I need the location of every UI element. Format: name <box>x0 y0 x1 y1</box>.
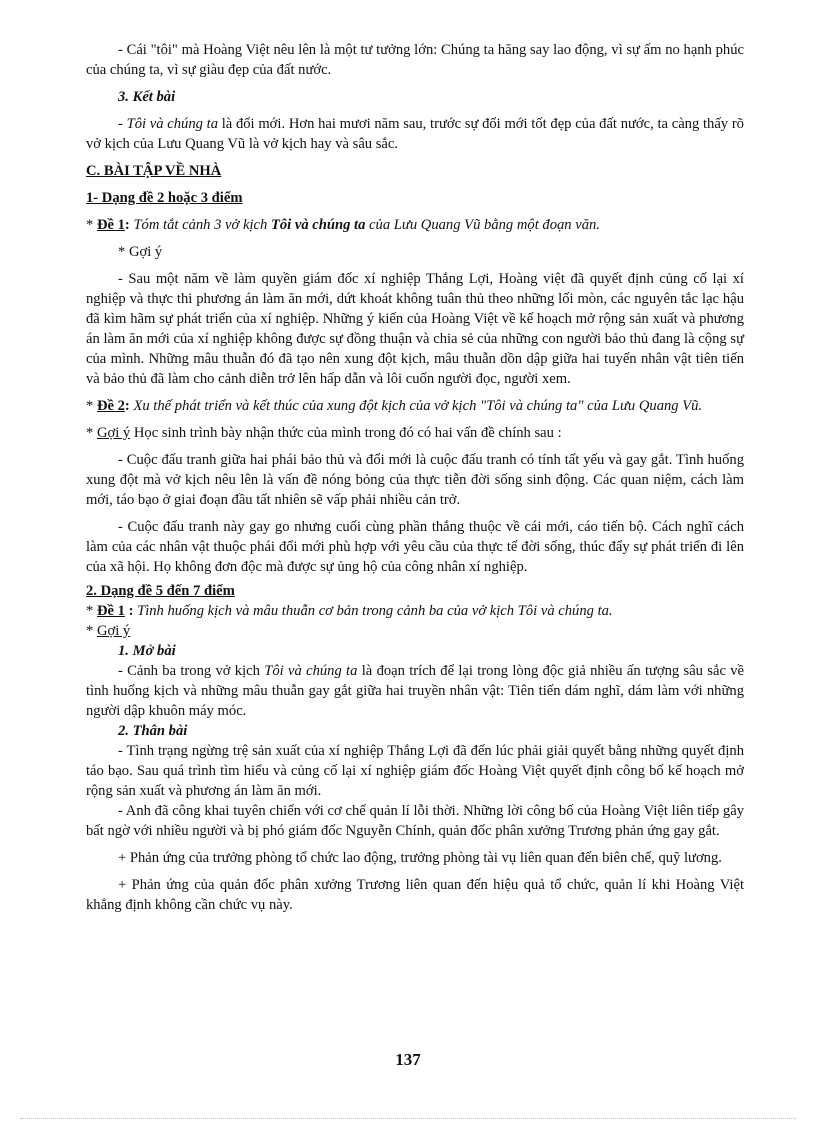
heading-ket-bai: 3. Kết bài <box>118 89 176 105</box>
exercise-label: Đề 1 <box>96 603 125 619</box>
paragraph: - Tình trạng ngừng trệ sản xuất của xí nghiệp Thắng Lợi đã đến lúc phải giải quyết bằng những quyết định táo bạo. Sau quá trình tìm hiểu và củng cố lại xí nghiệp giám đốc Hoàng Việt quyết định công bố kế hoạch mở rộng sản xuất và phương án làm ăn mới. <box>86 743 744 799</box>
exercise-text: Tóm tắt cảnh 3 vở kịch <box>133 217 271 233</box>
work-title: Tôi và chúng ta <box>126 116 218 132</box>
hint-label: * Gợi ý <box>118 244 163 260</box>
hint-label: Gợi ý <box>96 425 131 441</box>
exercise-de-1b <box>86 601 744 621</box>
exercise-de-2 <box>86 396 744 416</box>
subsection-heading-1: 1- Dạng đề 2 hoặc 3 điểm <box>86 190 243 206</box>
exercise-label: Đề 1 <box>96 217 125 233</box>
heading-than-bai: 2. Thân bài <box>118 723 188 739</box>
section-heading-c: C. BÀI TẬP VỀ NHÀ <box>86 163 222 179</box>
paragraph: - Cuộc đấu tranh này gay go nhưng cuối cùng phần thắng thuộc về cái mới, cáo tiến bộ. Cách nghĩ cách làm của các nhân vật thuộc phái đổi mới phù hợp với yêu cầu của thực tế đời sống, thúc đẩy sự phát triển đi lên của xã hội. Họ không đơn độc mà được sự ủng hộ của công nhân xí nghiệp. <box>86 519 744 575</box>
work-title: Tôi và chúng ta <box>264 663 358 679</box>
text: - Cảnh ba trong vở kịch <box>118 663 265 679</box>
hint-label: Gợi ý <box>96 623 131 639</box>
paragraph: - Cuộc đấu tranh giữa hai phái bảo thủ và đổi mới là cuộc đấu tranh có tính tất yếu và gay gắt. Tình huống xung đột mà vở kịch nêu lên là vấn đề nóng bỏng của thực tiễn đời sống sinh động. Các quan niệm, cách làm mới, táo bạo ở giai đoạn đầu tất nhiên sẽ vấp phải nhiều cản trở. <box>86 452 744 508</box>
text: là đổi mới. Hơn hai mươi năm sau, trước sự đổi mới tốt đẹp của đất nước, ta càng thấy rõ vở kịch của Lưu Quang Vũ là vở kịch hay và sâu sắc. <box>86 116 744 152</box>
hint-heading <box>86 242 744 262</box>
text: - <box>118 116 127 132</box>
hint-line <box>86 423 744 443</box>
bullet: * <box>86 217 97 233</box>
bullet: * <box>86 425 97 441</box>
paragraph: + Phản ứng của quản đốc phân xưởng Trương liên quan đến hiệu quả tổ chức, quản lí khi Hoàng Việt khẳng định không cần chức vụ này. <box>86 877 744 913</box>
exercise-de-1 <box>86 215 744 235</box>
exercise-text: của Lưu Quang Vũ bằng một đoạn văn. <box>365 217 600 233</box>
paragraph <box>86 114 744 154</box>
exercise-text: Xu thế phát triển và kết thúc của xung đột kịch của vở kịch "Tôi và chúng ta" của Lưu Quang Vũ. <box>133 398 703 414</box>
paragraph <box>86 661 744 721</box>
colon: : <box>124 398 134 414</box>
text: là đoạn trích để lại trong lòng độc giả nhiều ấn tượng sâu sắc về tình huống kịch và những mâu thuẫn gay gắt giữa hai truyền nhân vật: Tiên tiến dám nghĩ, dám làm với những người dập khuôn máy móc. <box>86 663 745 719</box>
exercise-text: Tình huống kịch và mâu thuẫn cơ bản trong cảnh ba của vở kịch Tôi và chúng ta. <box>137 603 613 619</box>
exercise-label: Đề 2 <box>96 398 125 414</box>
hint-heading <box>86 621 744 641</box>
hint-text: Học sinh trình bày nhận thức của mình trong đó có hai vấn đề chính sau : <box>130 425 562 441</box>
work-title: Tôi và chúng ta <box>270 217 366 233</box>
page-edge-divider <box>20 1118 796 1119</box>
heading-mo-bai: 1. Mở bài <box>118 643 176 659</box>
colon: : <box>124 603 138 619</box>
colon: : <box>124 217 134 233</box>
page-number: 137 <box>395 1050 421 1069</box>
paragraph: - Sau một năm về làm quyền giám đốc xí nghiệp Thắng Lợi, Hoàng việt đã quyết định củng cố lại xí nghiệp và thực thi phương án làm ăn mới, dứt khoát không tuân thủ theo những lối mòn, các nguyên tắc lạc hậu đã kìm hãm sự phát triển của xí nghiệp. Những ý kiến của Hoàng Việt về kế hoạch mở rộng sản xuất và phương án làm ăn mới của xí nghiệp không được sự đồng thuận và chia sẻ của những con người bảo thủ đang là cộng sự của mình. Những mâu thuẫn đó đã tạo nên xung đột kịch, mâu thuẫn dồn dập giữa hai tuyến nhân vật tiên tiến và bảo thủ đã làm cho cảnh diễn trở lên hấp dẫn và lôi cuốn người đọc, người xem. <box>86 271 744 387</box>
subsection-heading-2: 2. Dạng đề 5 đến 7 điểm <box>86 583 235 599</box>
document-body <box>86 40 744 915</box>
paragraph: - Cái "tôi" mà Hoàng Việt nêu lên là một tư tưởng lớn: Chúng ta hăng say lao động, vì sự ấm no hạnh phúc của chúng ta, vì sự giàu đẹp của đất nước. <box>86 42 744 78</box>
bullet: * <box>86 398 97 414</box>
bullet: * <box>86 623 97 639</box>
bullet: * <box>86 603 97 619</box>
paragraph: + Phản ứng của trưởng phòng tổ chức lao động, trưởng phòng tài vụ liên quan đến biên chế, quỹ lương. <box>118 850 722 866</box>
paragraph: - Anh đã công khai tuyên chiến với cơ chế quản lí lỗi thời. Những lời công bố của Hoàng Việt liên tiếp gây bất ngờ với nhiều người và bị phó giám đốc Nguyễn Chính, quản đốc phân xưởng Trương phản ứng gay gắt. <box>86 803 744 839</box>
